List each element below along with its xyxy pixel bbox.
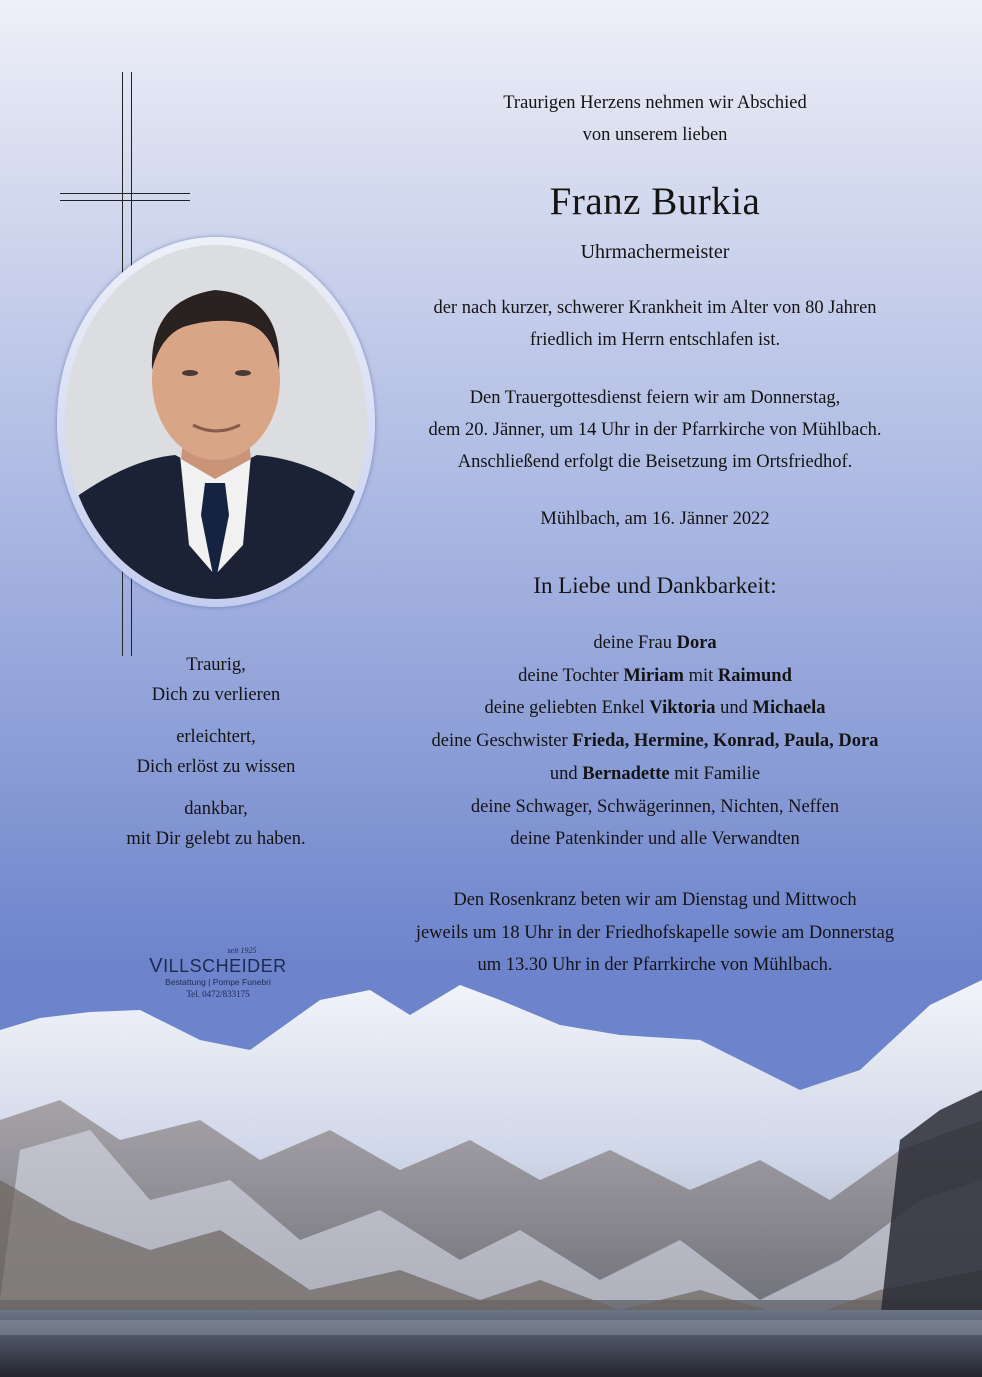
intro-text [380, 87, 930, 151]
funeral-service-info [380, 382, 930, 478]
poem-line: erleichtert, [176, 727, 256, 747]
poem-line: Traurig, [186, 655, 246, 675]
service-line: Anschließend erfolgt die Beisetzung im Ortsfriedhof. [457, 452, 853, 472]
mourner-name: Bernadette [582, 763, 670, 784]
mourner-relation: deine geliebten Enkel [484, 698, 650, 719]
place-and-date: Mühlbach, am 16. Jänner 2022 [540, 509, 770, 529]
death-line: der nach kurzer, schwerer Krankheit im Alter von 80 Jahren [433, 298, 877, 318]
intro-line: Traurigen Herzens nehmen wir Abschied [503, 93, 807, 113]
poem-line: Dich erlöst zu wissen [136, 757, 296, 777]
mourner-line [380, 660, 930, 693]
logo-brand [118, 956, 318, 976]
mourner-name: Dora [676, 633, 717, 653]
poem [100, 650, 332, 866]
mourner-name: Michaela [752, 698, 826, 719]
mourners-heading: In Liebe und Dankbarkeit: [533, 573, 777, 598]
mourner-connector: und [715, 698, 753, 719]
mourner-line [380, 627, 930, 660]
logo-subtitle: Bestattung | Pompe Funebri [165, 977, 271, 987]
logo-phone: Tel. 0472/833175 [186, 989, 250, 999]
mourner-connector: und [549, 763, 583, 784]
mourners-list [380, 627, 930, 856]
death-line: friedlich im Herrn entschlafen ist. [529, 330, 781, 350]
mourner-line: deine Patenkinder und alle Verwandten [510, 829, 800, 850]
mourner-name: Frieda, Hermine, Konrad, Paula, Dora [572, 731, 879, 752]
mourner-connector: mit [683, 665, 718, 686]
logo-brand-initial: V [149, 955, 164, 977]
poem-line: Dich zu verlieren [151, 685, 281, 705]
poem-stanza [100, 794, 332, 854]
mourner-name: Raimund [717, 665, 792, 686]
service-line: Den Trauergottesdienst feiern wir am Donnerstag, [469, 388, 841, 408]
mourner-relation: deine Tochter [518, 665, 624, 686]
mourner-line [380, 725, 930, 758]
service-line: dem 20. Jänner, um 14 Uhr in der Pfarrkirche von Mühlbach. [428, 420, 882, 440]
rosary-line: Den Rosenkranz beten wir am Dienstag und Mittwoch [453, 890, 857, 910]
logo-founded: seit 1925 [227, 946, 257, 955]
mourner-name: Viktoria [649, 698, 716, 719]
mourner-line [380, 692, 930, 725]
rosary-info [380, 884, 930, 982]
poem-stanza [100, 650, 332, 710]
intro-line: von unserem lieben [582, 125, 728, 145]
mourner-name: Miriam [623, 665, 684, 686]
rosary-line: jeweils um 18 Uhr in der Friedhofskapelle sowie am Donnerstag [415, 922, 895, 943]
mourner-line: deine Schwager, Schwägerinnen, Nichten, Neffen [470, 796, 840, 817]
poem-line: mit Dir gelebt zu haben. [126, 829, 306, 849]
funeral-home-logo [118, 946, 318, 1000]
rosary-line: um 13.30 Uhr in der Pfarrkirche von Mühlbach. [477, 955, 833, 975]
cross-horizontal-line [60, 193, 190, 201]
portrait-frame [57, 237, 375, 607]
poem-line: dankbar, [184, 799, 248, 819]
logo-brand-rest: ILLSCHEIDER [163, 956, 287, 976]
portrait-illustration [65, 245, 367, 599]
occupation: Uhrmachermeister [580, 241, 730, 263]
mourner-relation: mit Familie [669, 763, 761, 784]
mourner-line [380, 758, 930, 791]
poem-stanza [100, 722, 332, 782]
portrait-photo [65, 245, 367, 599]
deceased-name: Franz Burkia [549, 180, 761, 223]
mourner-relation: deine Frau [593, 633, 677, 653]
mourner-relation: deine Geschwister [431, 731, 573, 752]
death-notice [380, 292, 930, 356]
